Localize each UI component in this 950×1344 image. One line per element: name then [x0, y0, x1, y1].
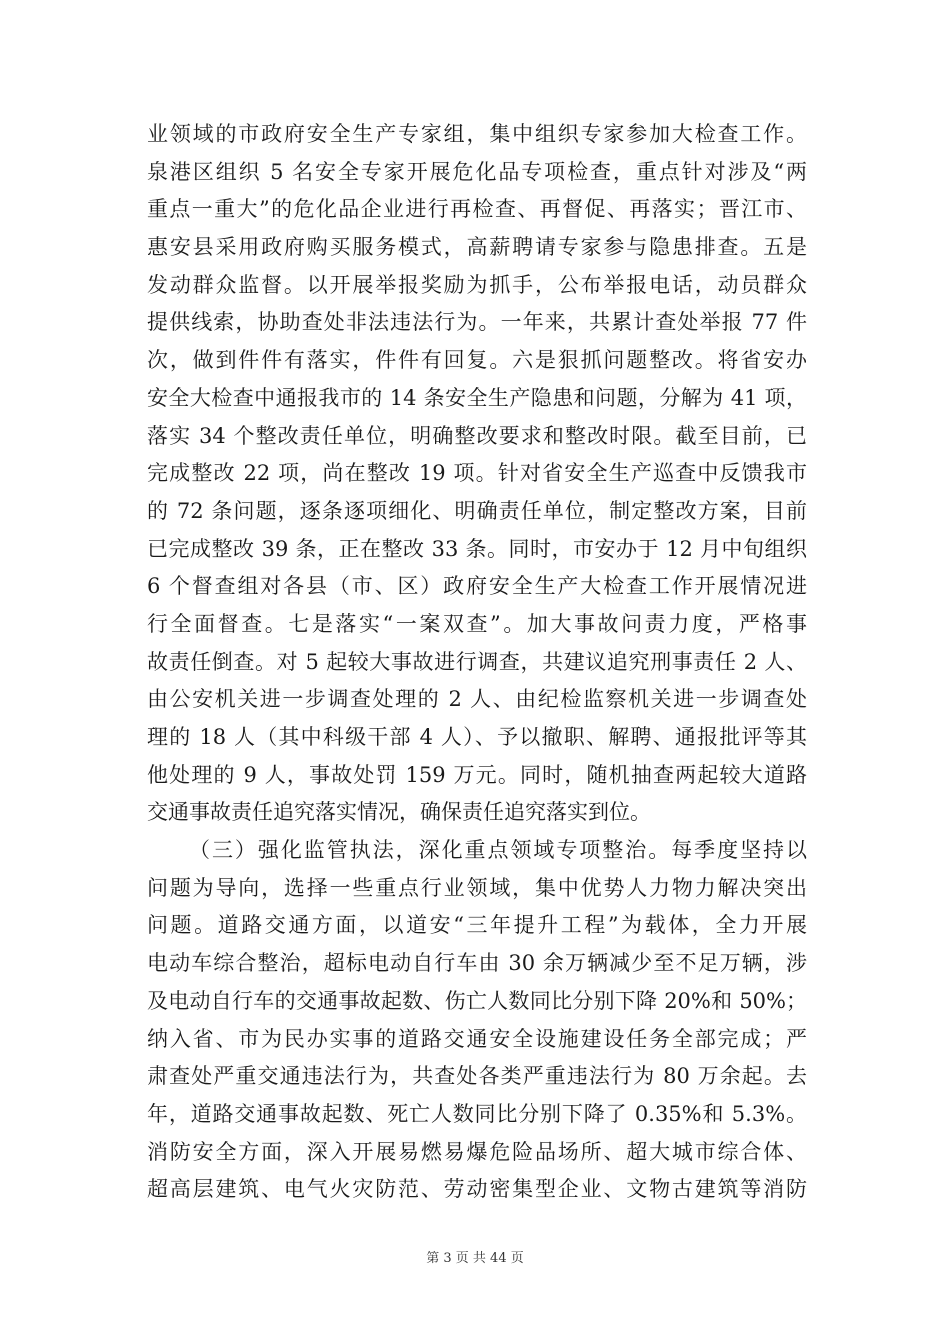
text-line: 他处理的 9 人，事故处罚 159 万元。同时，随机抽查两起较大道路 [147, 762, 807, 787]
page-number-footer: 第 3 页 共 44 页 [426, 1251, 524, 1266]
text-line: 发动群众监督。以开展举报奖励为抓手，公布举报电话，动员群众 [147, 272, 807, 297]
text-line: 重点一重大”的危化品企业进行再检查、再督促、再落实；晋江市、 [147, 197, 807, 222]
text-line: 问题为导向，选择一些重点行业领域，集中优势人力物力解决突出 [147, 875, 807, 900]
text-line: 提供线索，协助查处非法违法行为。一年来，共累计查处举报 77 件 [147, 310, 807, 335]
text-line: 纳入省、市为民办实事的道路交通安全设施建设任务全部完成；严 [147, 1026, 807, 1051]
text-line: 电动车综合整治，超标电动自行车由 30 余万辆减少至不足万辆，涉 [147, 951, 807, 976]
text-line: 的 72 条问题，逐条逐项细化、明确责任单位，制定整改方案，目前 [147, 498, 807, 523]
text-line: 理的 18 人（其中科级干部 4 人）、予以撤职、解聘、通报批评等其 [147, 725, 807, 749]
text-line: 惠安县采用政府购买服务模式，高薪聘请专家参与隐患排查。五是 [147, 235, 807, 260]
text-line: 业领域的市政府安全生产专家组，集中组织专家参加大检查工作。 [147, 122, 807, 146]
text-line: 行全面督查。七是落实“一案双查”。加大事故问责力度，严格事 [147, 611, 807, 636]
text-line: 故责任倒查。对 5 起较大事故进行调查，共建议追究刑事责任 2 人、 [147, 649, 807, 674]
paragraph-heading-line: （三）强化监管执法，深化重点领域专项整治。每季度坚持以 [189, 838, 807, 863]
text-line: 已完成整改 39 条，正在整改 33 条。同时，市安办于 12 月中旬组织 [147, 536, 807, 561]
text-line: 由公安机关进一步调查处理的 2 人、由纪检监察机关进一步调查处 [147, 687, 807, 712]
text-line: 及电动自行车的交通事故起数、伤亡人数同比分别下降 20%和 50%； [147, 988, 807, 1013]
text-line: 完成整改 22 项，尚在整改 19 项。针对省安全生产巡查中反馈我市 [147, 461, 807, 486]
body-text [147, 116, 807, 1209]
text-line: 肃查处严重交通违法行为，共查处各类严重违法行为 80 万余起。去 [147, 1064, 807, 1089]
text-line: 落实 34 个整改责任单位，明确整改要求和整改时限。截至目前，已 [147, 423, 807, 448]
text-line: 次，做到件件有落实，件件有回复。六是狠抓问题整改。将省安办 [147, 348, 807, 373]
text-line: 消防安全方面，深入开展易燃易爆危险品场所、超大城市综合体、 [147, 1139, 807, 1164]
text-line: 交通事故责任追究落实情况，确保责任追究落实到位。 [147, 800, 651, 825]
text-line: 6 个督查组对各县（市、区）政府安全生产大检查工作开展情况进 [147, 574, 807, 599]
text-line: 泉港区组织 5 名安全专家开展危化品专项检查，重点针对涉及“两 [147, 159, 807, 184]
text-line: 问题。道路交通方面，以道安“三年提升工程”为载体，全力开展 [147, 913, 807, 938]
text-line: 年，道路交通事故起数、死亡人数同比分别下降了 0.35%和 5.3%。 [147, 1101, 807, 1126]
text-line: 超高层建筑、电气火灾防范、劳动密集型企业、文物古建筑等消防 [147, 1177, 807, 1202]
text-line: 安全大检查中通报我市的 14 条安全生产隐患和问题，分解为 41 项， [147, 385, 807, 410]
